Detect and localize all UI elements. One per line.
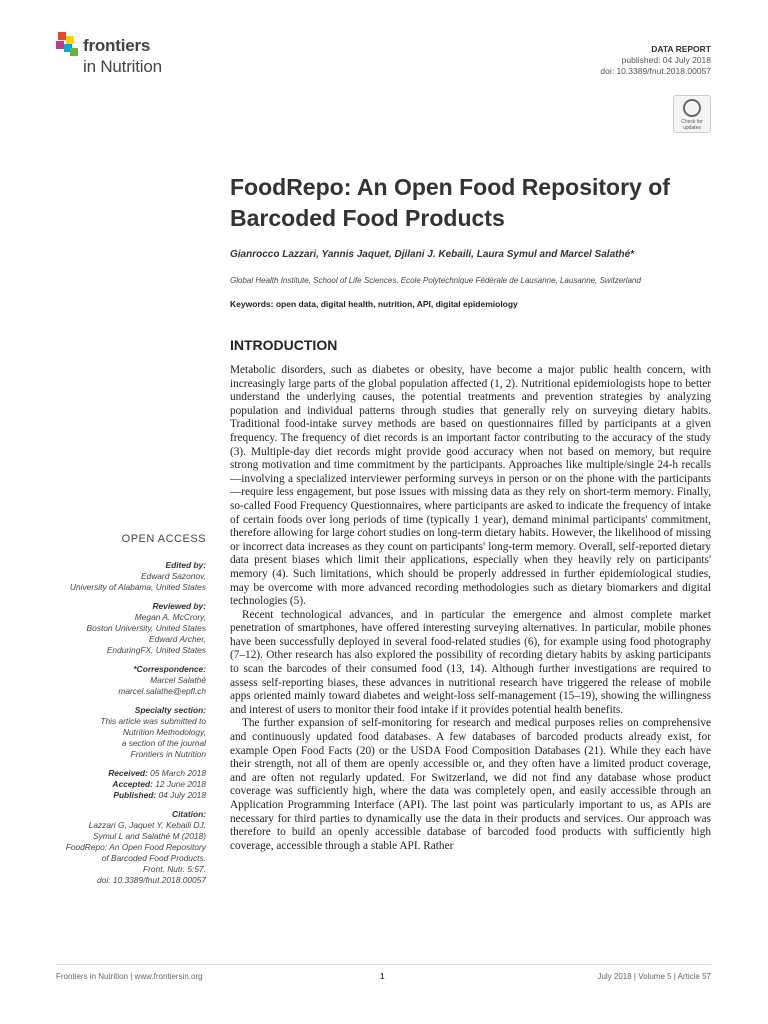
editor-affiliation: University of Alabama, United States: [69, 582, 206, 592]
keywords-label: Keywords:: [230, 299, 274, 309]
footer-divider: [56, 964, 711, 965]
article-info-sidebar: [26, 560, 206, 894]
journal-subname: in Nutrition: [83, 57, 162, 76]
reviewed-by-label: Reviewed by:: [152, 601, 206, 611]
accepted-label: Accepted:: [112, 779, 153, 789]
authors: Gianrocco Lazzari, Yannis Jaquet, Djilani J. Kebaili, Laura Symul and Marcel Salathé*: [230, 249, 635, 260]
section-heading: INTRODUCTION: [230, 337, 338, 353]
citation-doi[interactable]: doi: 10.3389/fnut.2018.00057: [97, 875, 206, 885]
citation-line: Front. Nutr. 5:57.: [143, 864, 206, 874]
citation-line: Lazzari G, Jaquet Y, Kebaili DJ,: [88, 820, 206, 830]
page-number: 1: [380, 972, 385, 981]
updates-icon: [683, 99, 701, 117]
doi[interactable]: doi: 10.3389/fnut.2018.00057: [600, 66, 711, 76]
keywords: [230, 299, 518, 309]
specialty-line: Frontiers in Nutrition: [130, 749, 206, 759]
correspondence-label: *Correspondence:: [133, 664, 206, 674]
correspondence-block: [26, 664, 206, 697]
report-type: DATA REPORT: [651, 44, 711, 54]
specialty-label: Specialty section:: [134, 705, 206, 715]
check-for-updates-badge[interactable]: [673, 95, 711, 133]
published-date-sidebar: 04 July 2018: [158, 790, 206, 800]
edited-by-block: [26, 560, 206, 593]
affiliation: Global Health Institute, School of Life Sciences, Ecole Polytechnique Fédérale de Lausanne, Lausanne, Switzerland: [230, 276, 641, 285]
citation-line: of Barcoded Food Products.: [101, 853, 206, 863]
specialty-block: [26, 705, 206, 760]
journal-logo: [56, 30, 196, 80]
keywords-list: open data, digital health, nutrition, API, digital epidemiology: [275, 299, 518, 309]
journal-name: frontiers: [83, 36, 151, 55]
badge-text-1: Check for: [681, 119, 703, 125]
citation-label: Citation:: [172, 809, 206, 819]
published-date: published: 04 July 2018: [621, 55, 711, 65]
correspondence-email[interactable]: marcel.salathe@epfl.ch: [118, 686, 206, 696]
reviewed-by-block: [26, 601, 206, 656]
citation-line: Symul L and Salathé M (2018): [93, 831, 206, 841]
dates-block: [26, 768, 206, 801]
accepted-date: 12 June 2018: [155, 779, 206, 789]
footer-issue: July 2018 | Volume 5 | Article 57: [597, 972, 711, 981]
article-title: FoodRepo: An Open Food Repository of Barcoded Food Products: [230, 174, 670, 231]
specialty-line: Nutrition Methodology,: [122, 727, 206, 737]
report-header: [600, 44, 711, 77]
reviewer-name: Megan A. McCrory,: [134, 612, 206, 622]
edited-by-label: Edited by:: [165, 560, 206, 570]
footer-journal[interactable]: Frontiers in Nutrition | www.frontiersin.org: [56, 972, 203, 981]
reviewer-affiliation: EnduringFX, United States: [106, 645, 206, 655]
open-access-label: OPEN ACCESS: [121, 533, 206, 545]
frontiers-logo-icon: [56, 32, 80, 56]
paragraph: Metabolic disorders, such as diabetes or obesity, have become a major public health concern, with increasingly large parts of the global population affected (1, 2). Nutritional epidemiologists hope to better understand the underlying causes, the potential treatments and prevention strategies by analyzing population and individual patterns through studies that generally rely on surveying dietary habits. Traditional food-intake survey methods are based on questionnaires filled by participants at a given frequency. The frequency of diet records is an important factor contributing to the accuracy of the study (3). Multiple-day diet records might provide good accuracy when not based on memory, but require strong motivation and time commitment by the participants. Approaches like multiple/single 24-h recalls—involving a specialized interviewer performing surveys in person or on the phone with the participants—require less engagement, but pose issues with missing data as they rely on short-term memory. Finally, so-called Food Frequency Questionnaires, where participants are asked to indicate the frequency of intake of certain foods over long periods of time (typically 1 year), demand minimal participants' commitment, therefore allowing for large cohort studies on long-term dietary habits. However, the likelihood of missing or incorrect data increases as they count on participants' long-term memory. Overall, self-reported dietary data present biases which limit their applications, especially when they heavily rely on participants' memory (4). Such limitations, which should be properly addressed in further epidemiological studies, may be overcome with more advanced recording methodologies such as dietary biomarkers and digital technologies (5).: [230, 364, 711, 608]
published-label: Published:: [113, 790, 157, 800]
reviewer-affiliation: Boston University, United States: [86, 623, 206, 633]
citation-line: FoodRepo: An Open Food Repository: [65, 842, 206, 852]
article-body: [230, 364, 711, 853]
paragraph: The further expansion of self-monitoring for research and medical purposes relies on comprehensive and continuously updated food databases. A few databases of barcoded products already exist, for example Open Food Facts (20) or the USDA Food Composition Databases (21). While they each have their strength, not all of them are openly accessible or, and they often have a limited product coverage, and are often not regularly updated. For Switzerland, we did not find any database whose product coverage was sufficiently high, where the data was completely open, and easily accessible through an Application Programming Interface (API). The last point was particularly important to us, as APIs are necessary for third parties to dynamically use the data in their products and services. Our approach was therefore to build an openly accessible database of barcoded food products with sufficiently high coverage, accessible through a stable API. Rather: [230, 717, 711, 852]
specialty-line: a section of the journal: [121, 738, 206, 748]
paragraph: Recent technological advances, and in particular the emergence and almost complete market penetration of smartphones, have offered interesting surveying alternatives. In particular, mobile phones have been successfully deployed in several food-related studies (6), for example using food photography (7–12). Other research has also explored the possibility of recording dietary habits by asking participants to scan the barcodes of their consumed food (13, 14). Although further investigations are required to assess self-reporting biases, these advances in nutritional research have triggered the release of mobile apps oriented mainly toward diabetes and weight-loss self-management (15–19), showing the willingness and interest of users to monitor their food intake if it provides potential health benefits.: [230, 608, 711, 716]
editor-name: Edward Sazonov,: [140, 571, 206, 581]
correspondence-name: Marcel Salathé: [150, 675, 206, 685]
specialty-line: This article was submitted to: [100, 716, 206, 726]
received-label: Received:: [108, 768, 148, 778]
received-date: 05 March 2018: [150, 768, 206, 778]
citation-block: [26, 809, 206, 886]
badge-text-2: updates: [683, 125, 701, 131]
reviewer-name: Edward Archer,: [149, 634, 206, 644]
